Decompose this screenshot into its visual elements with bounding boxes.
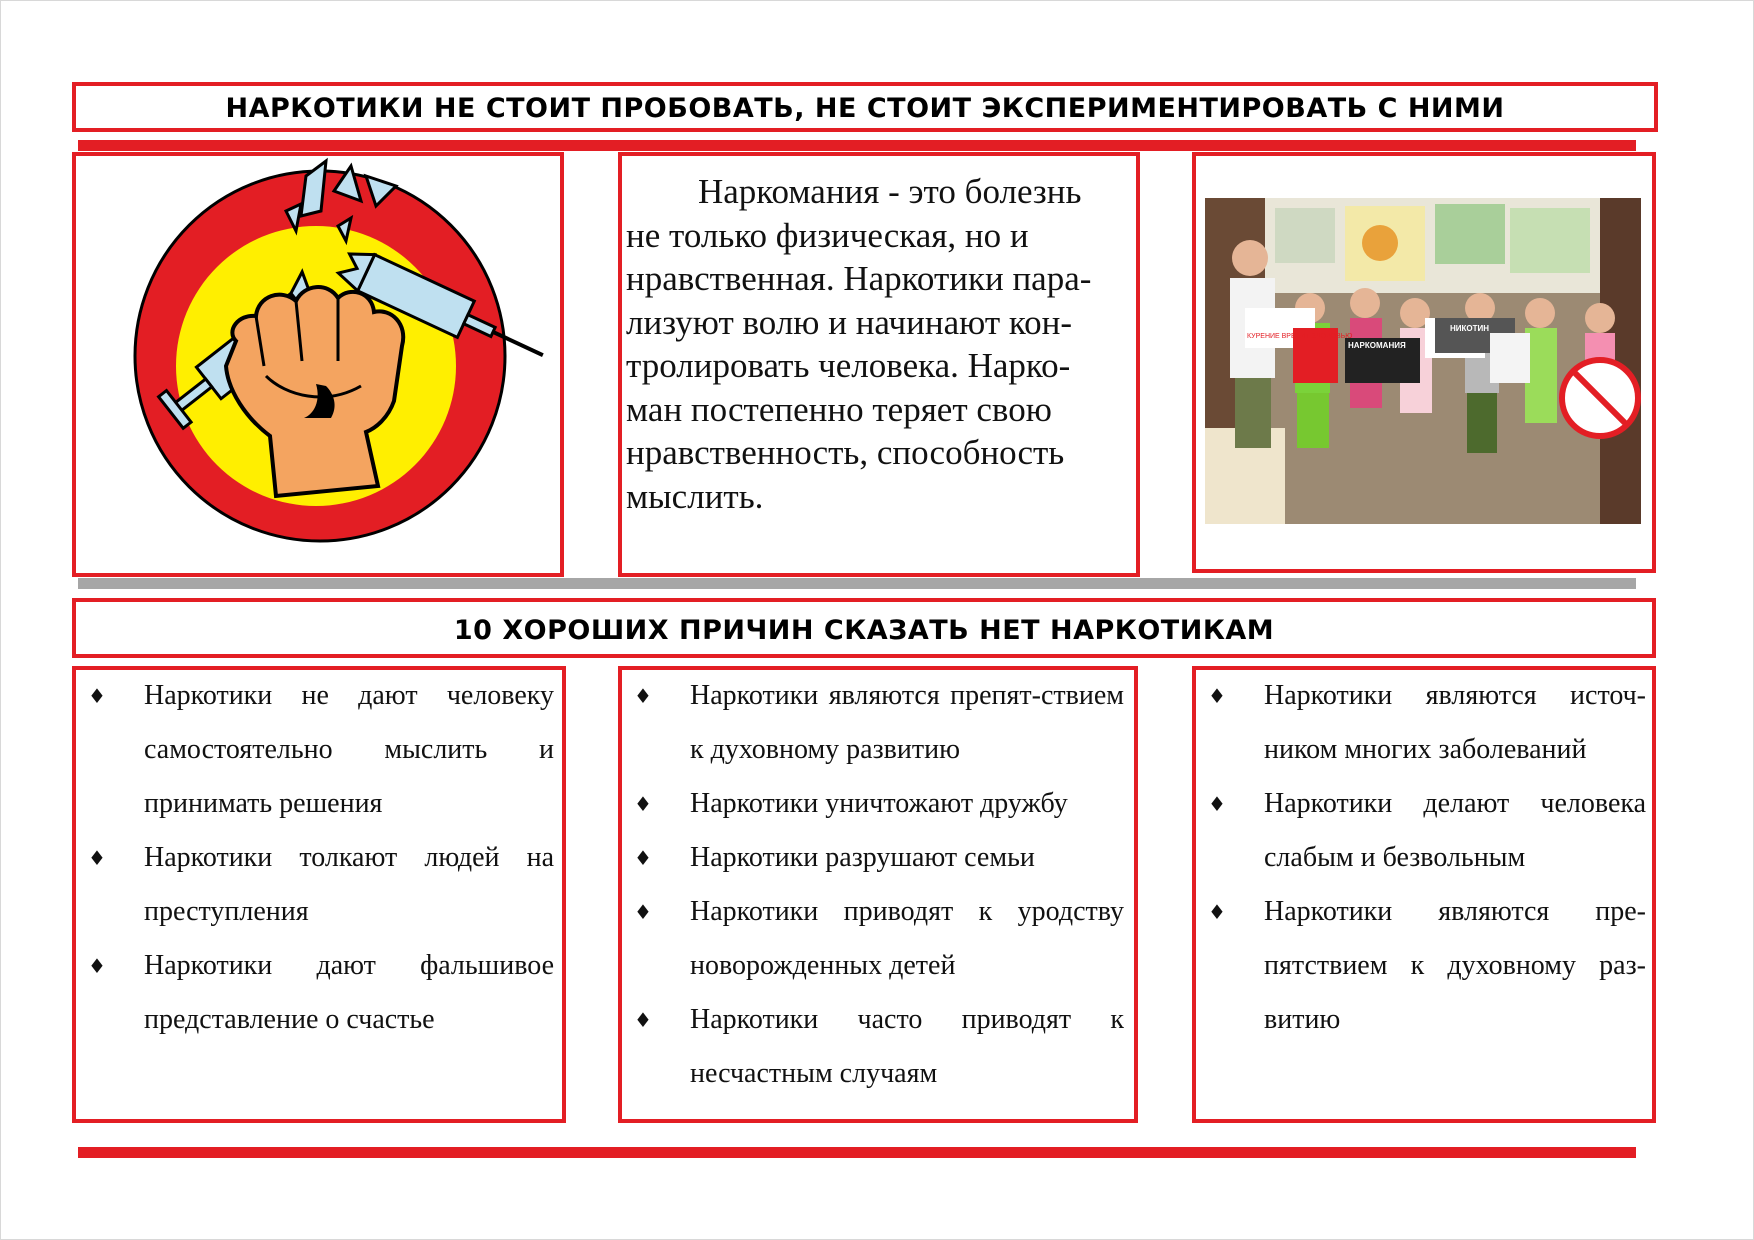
diamond-bullet-icon: ♦ — [1208, 684, 1226, 708]
reasons-banner — [72, 598, 1656, 658]
list-item — [622, 777, 1124, 831]
list-item — [622, 993, 1124, 1101]
reason-text: Наркотики часто приводят к несчастным случаям — [690, 1004, 1124, 1089]
poster-sign-text: НИКОТИН — [1450, 324, 1490, 333]
reason-text: Наркотики разрушают семьи — [690, 842, 1035, 873]
diamond-bullet-icon: ♦ — [634, 684, 652, 708]
list-item — [76, 669, 554, 831]
reason-text: Наркотики уничтожают дружбу — [690, 788, 1068, 819]
intro-line: лизуют волю и начинают кон- — [626, 302, 1072, 342]
list-item — [622, 669, 1124, 777]
diamond-bullet-icon: ♦ — [634, 1008, 652, 1032]
intro-line: нравственная. Наркотики пара- — [626, 259, 1092, 298]
reason-text: Наркотики толкают людей на преступления — [144, 842, 554, 927]
reason-text: Наркотики приводят к уродству новорожденных детей — [690, 896, 1124, 981]
intro-line: мыслить. — [626, 476, 764, 516]
intro-line: нравственность, способность — [626, 433, 1065, 472]
reason-text: Наркотики являются пре-пятствием к духовному раз-витию — [1264, 896, 1646, 1035]
reason-text: Наркотики являются источ-ником многих заболеваний — [1264, 680, 1646, 765]
poster-sign-text: НАРКОМАНИЯ — [1348, 341, 1406, 350]
list-item — [76, 831, 554, 939]
header-banner — [72, 82, 1658, 132]
diamond-bullet-icon: ♦ — [634, 792, 652, 816]
intro-line: не только физическая, но и — [626, 215, 1029, 255]
intro-line: Наркомания - это болезнь — [698, 172, 1082, 211]
list-item — [1196, 777, 1646, 885]
diamond-bullet-icon: ♦ — [1208, 900, 1226, 924]
poster-sign-text: КУРЕНИЕ ВРЕДИТ ЗДОРОВЬЮ — [1247, 333, 1353, 340]
reason-text: Наркотики не дают человеку самостоятельно мыслить и принимать решения — [144, 680, 554, 819]
section-divider — [78, 578, 1636, 589]
broken-syringe-fist-icon — [76, 156, 560, 573]
intro-text — [626, 170, 1136, 518]
diamond-bullet-icon: ♦ — [88, 684, 106, 708]
list-item — [1196, 669, 1646, 777]
diamond-bullet-icon: ♦ — [634, 900, 652, 924]
diamond-bullet-icon: ♦ — [634, 846, 652, 870]
reason-text: Наркотики являются препят-ствием к духовному развитию — [690, 680, 1124, 765]
reasons-list-2 — [622, 669, 1124, 1101]
list-item — [622, 831, 1124, 885]
intro-line: тролировать человека. Нарко- — [626, 346, 1071, 385]
reason-text: Наркотики дают фальшивое представление о счастье — [144, 950, 554, 1035]
reasons-list-3 — [1196, 669, 1646, 1047]
list-item — [622, 885, 1124, 993]
reasons-title: 10 ХОРОШИХ ПРИЧИН СКАЗАТЬ НЕТ НАРКОТИКАМ — [453, 615, 1275, 646]
reason-text: Наркотики делают человека слабым и безвольным — [1264, 788, 1646, 873]
reasons-list-1 — [76, 669, 554, 1047]
header-underline — [78, 140, 1636, 151]
diamond-bullet-icon: ♦ — [88, 846, 106, 870]
footer-bar — [78, 1147, 1636, 1158]
emblem-panel — [72, 152, 564, 577]
header-title: НАРКОТИКИ НЕ СТОИТ ПРОБОВАТЬ, НЕ СТОИТ ЭКСПЕРИМЕНТИРОВАТЬ С НИМИ — [225, 93, 1505, 124]
children-photo — [1205, 198, 1641, 524]
list-item — [1196, 885, 1646, 1047]
diamond-bullet-icon: ♦ — [1208, 792, 1226, 816]
intro-line: ман постепенно теряет свою — [626, 389, 1052, 429]
list-item — [76, 939, 554, 1047]
diamond-bullet-icon: ♦ — [88, 954, 106, 978]
